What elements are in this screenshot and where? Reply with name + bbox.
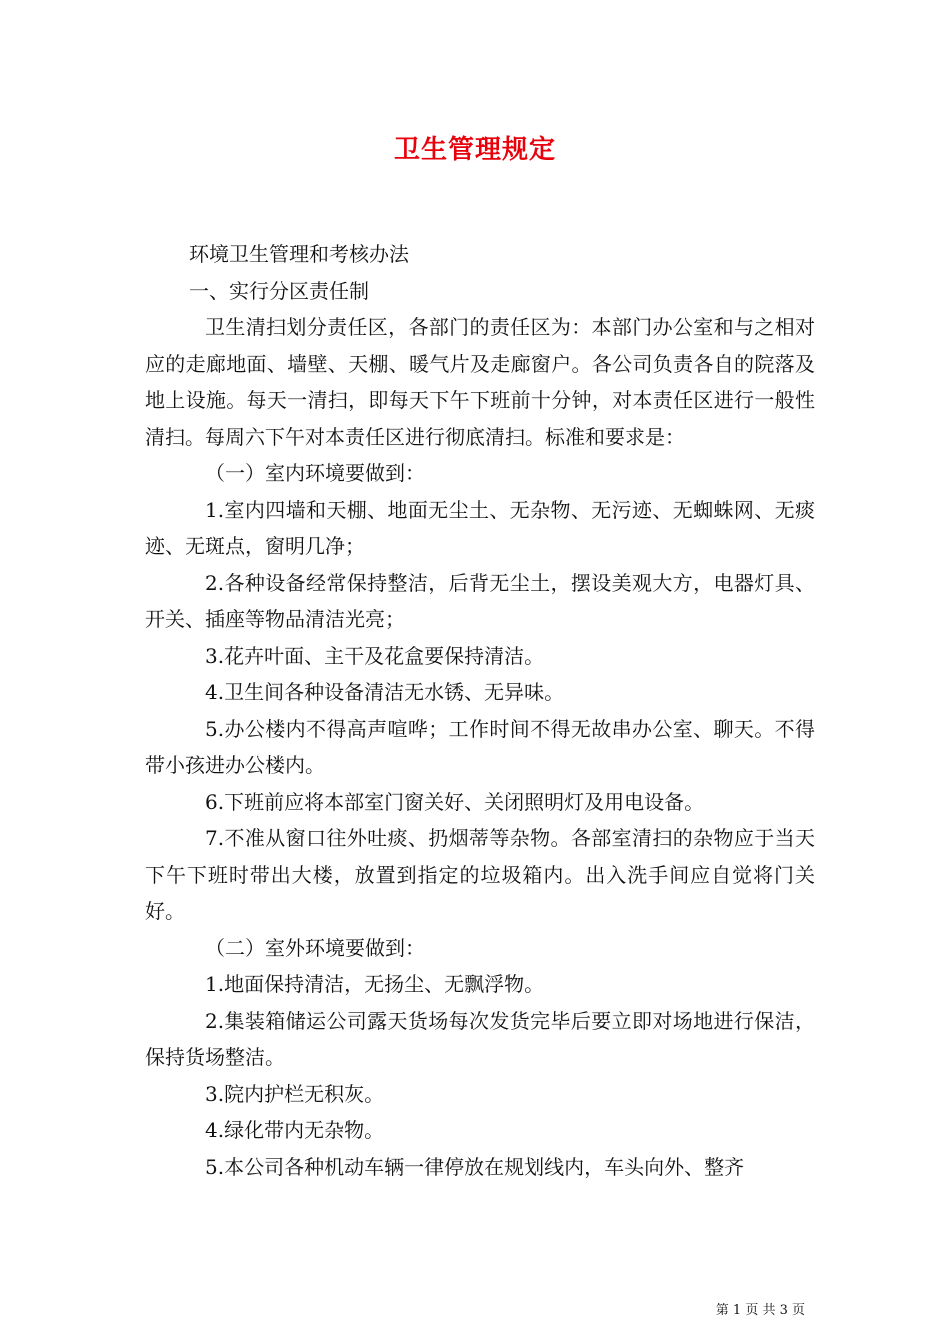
body-paragraph: （二）室外环境要做到： — [205, 935, 425, 960]
body-paragraph: 4.卫生间各种设备清洁无水锈、无异味。 — [205, 680, 565, 704]
body-paragraph: 环境卫生管理和考核办法 — [189, 242, 409, 266]
body-paragraph: 卫生清扫划分责任区，各部门的责任区为：本部门办公室和与之相对应的走廊地面、墙壁、天棚、暖气片及走廊窗户。各公司负责各自的院落及地上设施。每天一清扫，即每天下午下班前十分钟，对本责任区进行一般性清扫。每周六下午对本责任区进行彻底清扫。标准和要求是： — [145, 315, 815, 449]
body-paragraph: 6.下班前应将本部室门窗关好、关闭照明灯及用电设备。 — [205, 789, 705, 814]
body-paragraph: 4.绿化带内无杂物。 — [205, 1118, 385, 1142]
body-paragraph: 3.院内护栏无积灰。 — [205, 1081, 385, 1106]
body-paragraph: 2.集装箱储运公司露天货场每次发货完毕后要立即对场地进行保洁，保持货场整洁。 — [145, 1008, 815, 1069]
body-paragraph: 5.本公司各种机动车辆一律停放在规划线内，车头向外、整齐 — [205, 1154, 745, 1179]
body-paragraph: 2.各种设备经常保持整洁，后背无尘土，摆设美观大方，电器灯具、开关、插座等物品清洁光亮； — [145, 570, 815, 631]
body-paragraph: 1.地面保持清洁，无扬尘、无飘浮物。 — [205, 972, 545, 996]
body-paragraph: 1.室内四墙和天棚、地面无尘土、无杂物、无污迹、无蜘蛛网、无痰迹、无斑点，窗明几净； — [145, 497, 815, 558]
body-paragraph: （一）室内环境要做到： — [205, 461, 425, 485]
page-number: 第 1 页 共 3 页 — [715, 1303, 805, 1318]
body-paragraph: 5.办公楼内不得高声喧哗；工作时间不得无故串办公室、聊天。不得带小孩进办公楼内。 — [145, 716, 815, 777]
document-body — [145, 236, 815, 1185]
body-paragraph: 3.花卉叶面、主干及花盒要保持清洁。 — [205, 643, 545, 668]
body-paragraph: 一、实行分区责任制 — [189, 278, 369, 303]
document-title: 卫生管理规定 — [393, 135, 556, 165]
body-paragraph: 7.不准从窗口往外吐痰、扔烟蒂等杂物。各部室清扫的杂物应于当天下午下班时带出大楼，放置到指定的垃圾箱内。出入洗手间应自觉将门关好。 — [145, 826, 815, 923]
